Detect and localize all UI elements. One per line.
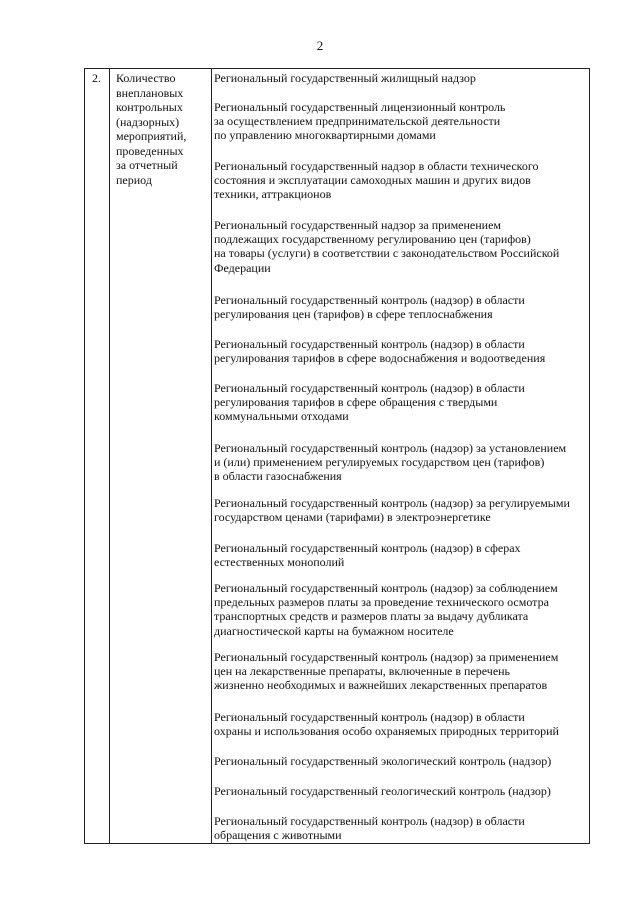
- list-item: Региональный государственный контроль (надзор) в сферах естественных монополий: [214, 541, 521, 570]
- column-divider: [109, 69, 110, 843]
- list-item: Региональный государственный надзор в области технического состояния и эксплуатации самоходных машин и других видов техники, аттракционов: [214, 159, 539, 202]
- list-item: Региональный государственный контроль (надзор) в области охраны и использования особо охраняемых природных территорий: [214, 710, 559, 739]
- row-number: 2.: [92, 71, 101, 85]
- list-item: Региональный государственный контроль (надзор) в области регулирования цен (тарифов) в сфере теплоснабжения: [214, 293, 525, 322]
- list-item: Региональный государственный контроль (надзор) за регулируемыми государством ценами (тарифами) в электроэнергетике: [214, 496, 570, 525]
- list-item: Региональный государственный контроль (надзор) в области обращения с животными: [214, 814, 525, 843]
- list-item: Региональный государственный лицензионный контроль за осуществлением предпринимательской деятельности по управлению многоквартирными домами: [214, 100, 506, 143]
- list-item: Региональный государственный контроль (надзор) в области регулирования тарифов в сфере водоснабжения и водоотведения: [214, 337, 546, 366]
- column-divider: [211, 69, 212, 843]
- page-number: 2: [316, 38, 324, 53]
- list-item: Региональный государственный контроль (надзор) за применением цен на лекарственные препараты, включенные в перечень жизненно необходимых и важнейших лекарственных препаратов: [214, 650, 559, 693]
- list-item: Региональный государственный надзор за применением подлежащих государственному регулированию цен (тарифов) на товары (услуги) в соответствии с законодательством Российской Федерации: [214, 218, 560, 275]
- list-item: Региональный государственный контроль (надзор) за установлением и (или) применением регулируемых государством цен (тарифов) в области газоснабжения: [214, 441, 567, 484]
- list-item: Региональный государственный геологический контроль (надзор): [214, 784, 551, 798]
- list-item: Региональный государственный контроль (надзор) в области регулирования тарифов в сфере обращения с твердыми коммунальными отходами: [214, 381, 525, 424]
- list-item: Региональный государственный жилищный надзор: [214, 71, 476, 85]
- list-item: Региональный государственный экологический контроль (надзор): [214, 754, 552, 768]
- row-label: Количество внеплановых контрольных (надзорных) мероприятий, проведенных за отчетный период: [116, 71, 187, 187]
- list-item: Региональный государственный контроль (надзор) за соблюдением предельных размеров платы за проведение технического осмотра транспортных средств и размеров платы за выдачу дубликата диагностической карты на бумажном носителе: [214, 581, 558, 638]
